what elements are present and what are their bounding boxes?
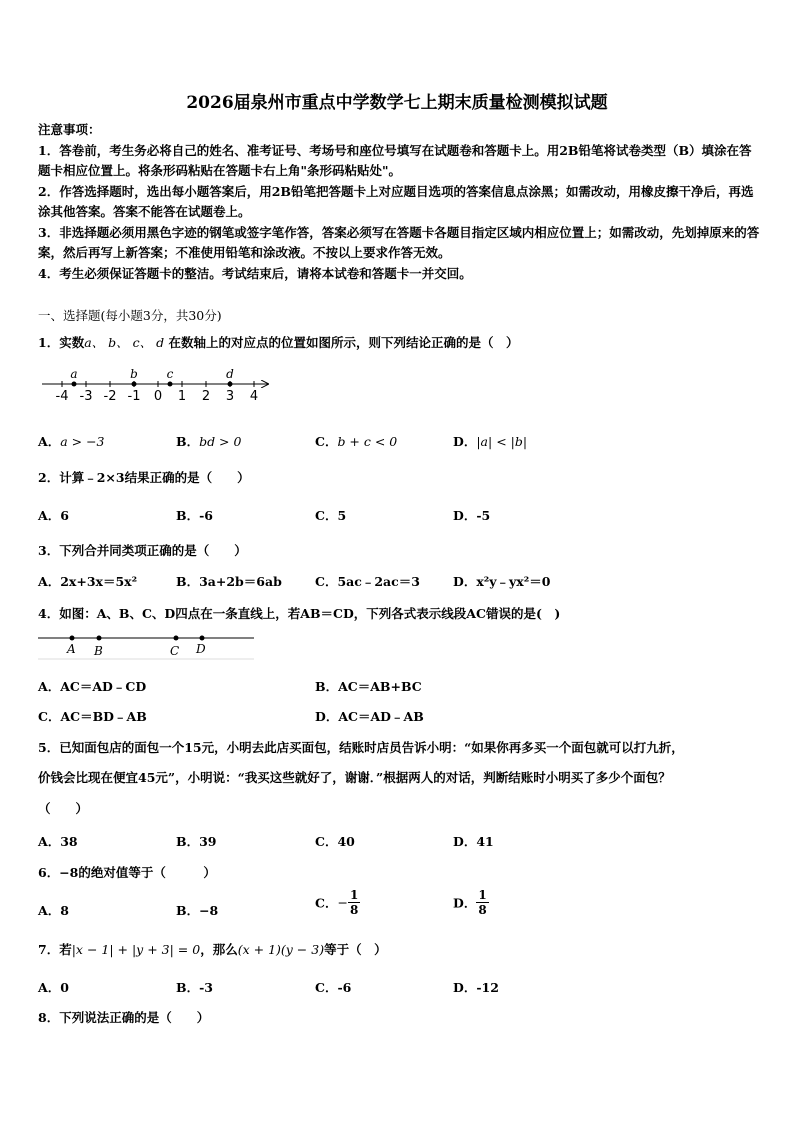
q5-option-b: B．39 bbox=[176, 834, 217, 849]
page-title: 2026届泉州市重点中学数学七上期末质量检测模拟试题 bbox=[186, 93, 608, 113]
q2-option-c: C．5 bbox=[315, 508, 347, 523]
q1-option-d: D．|a| < |b| bbox=[453, 434, 528, 449]
question-4-stem: 4．如图：A、B、C、D四点在一条直线上，若AB＝CD，下列各式表示线段AC错误的是( ) bbox=[38, 606, 561, 621]
tick-label: -4 bbox=[55, 389, 69, 404]
q1-stem-post: 在数轴上的对应点的位置如图所示，则下列结论正确的是（ ） bbox=[168, 335, 519, 350]
point-d-label: D bbox=[196, 642, 206, 656]
tick-label: 2 bbox=[201, 389, 211, 404]
question-2-stem: 2．计算﹣2×3结果正确的是（ ） bbox=[38, 470, 250, 485]
point-d bbox=[228, 382, 233, 387]
q2-option-b: B．-6 bbox=[176, 508, 213, 523]
tick-label: -3 bbox=[79, 389, 93, 404]
point-d bbox=[200, 636, 205, 641]
question-5-line3: （ ） bbox=[38, 801, 89, 816]
point-c bbox=[174, 636, 179, 641]
q4-option-a: A．AC＝AD﹣CD bbox=[38, 679, 147, 694]
q5-option-d: D．41 bbox=[453, 834, 494, 849]
q1-stem-pre: 1．实数 bbox=[38, 335, 85, 350]
q6-option-c: C．− $\frac{1}{8}$ bbox=[315, 888, 359, 917]
tick-label: -1 bbox=[127, 389, 141, 404]
number-line-figure bbox=[38, 362, 278, 404]
point-label-d: d bbox=[226, 367, 234, 381]
point-b bbox=[132, 382, 137, 387]
tick-label: 4 bbox=[249, 389, 259, 404]
notice-block bbox=[38, 120, 760, 284]
notice-heading: 注意事项： bbox=[38, 122, 101, 137]
notice-item: 4．考生必须保证答题卡的整洁。考试结束后，请将本试卷和答题卡一并交回。 bbox=[38, 265, 472, 281]
q7-option-b: B．-3 bbox=[176, 980, 213, 995]
point-label-b: b bbox=[130, 367, 138, 381]
section-heading: 一、选择题(每小题3分，共30分) bbox=[38, 308, 222, 323]
tick-label: 3 bbox=[225, 389, 235, 404]
q7-option-a: A．0 bbox=[38, 980, 69, 995]
q1-option-c: C．b + c < 0 bbox=[315, 434, 398, 449]
question-1-stem bbox=[38, 333, 518, 351]
q1-option-a: A．a > −3 bbox=[38, 434, 105, 449]
q3-option-c: C．5ac﹣2ac＝3 bbox=[315, 574, 420, 589]
point-b bbox=[97, 636, 102, 641]
segment-figure bbox=[38, 630, 256, 660]
tick-label: 1 bbox=[177, 389, 187, 404]
notice-item: 3．非选择题必须用黑色字迹的钢笔或签字笔作答，答案必须写在答题卡各题目指定区域内相应位置上；如需改动，先划掉原来的答案，然后再写上新答案；不准使用铅笔和涂改液。不按以上要求作答无效。 bbox=[38, 224, 760, 260]
q7-option-c: C．-6 bbox=[315, 980, 352, 995]
q4-option-d: D．AC＝AD﹣AB bbox=[315, 709, 424, 724]
q3-option-b: B．3a+2b＝6ab bbox=[176, 574, 282, 589]
point-a bbox=[72, 382, 77, 387]
q6-option-d: D． $\frac{1}{8}$ bbox=[453, 888, 487, 917]
question-5-line1: 5．已知面包店的面包一个15元，小明去此店买面包，结账时店员告诉小明：“如果你再多买一个面包就可以打九折， bbox=[38, 740, 684, 755]
q1-vars: a、 b、 c、 d bbox=[84, 335, 165, 350]
q3-option-a: A．2x+3x＝5x² bbox=[38, 574, 138, 589]
point-a bbox=[70, 636, 75, 641]
q1-option-b: B．bd > 0 bbox=[176, 434, 242, 449]
q6-option-a: A．8 bbox=[38, 903, 69, 918]
question-6-stem: 6．−8的绝对值等于（ ） bbox=[38, 865, 216, 880]
q6-option-b: B．−8 bbox=[176, 903, 219, 918]
point-c-label: C bbox=[170, 644, 180, 658]
q5-option-c: C．40 bbox=[315, 834, 355, 849]
question-8-stem: 8．下列说法正确的是（ ） bbox=[38, 1010, 210, 1025]
point-label-c: c bbox=[166, 367, 174, 381]
q4-option-c: C．AC＝BD﹣AB bbox=[38, 709, 147, 724]
q5-option-a: A．38 bbox=[38, 834, 78, 849]
q2-option-d: D．-5 bbox=[453, 508, 491, 523]
question-5-line2: 价钱会比现在便宜45元”，小明说：“我买这些就好了，谢谢．”根据两人的对话，判断结账时小明买了多少个面包？ bbox=[38, 770, 671, 785]
question-3-stem: 3．下列合并同类项正确的是（ ） bbox=[38, 543, 247, 558]
question-7-stem: 7．若|x − 1| + |y + 3| = 0，那么(x + 1)(y − 3)等于（ ） bbox=[38, 942, 387, 957]
tick-label: -2 bbox=[103, 389, 117, 404]
q2-option-a: A．6 bbox=[38, 508, 69, 523]
notice-item: 2．作答选择题时，选出每小题答案后，用2B铅笔把答题卡上对应题目选项的答案信息点涂黑；如需改动，用橡皮擦干净后，再选涂其他答案。答案不能答在试题卷上。 bbox=[38, 183, 754, 219]
point-b-label: B bbox=[94, 644, 103, 658]
point-c bbox=[168, 382, 173, 387]
q3-option-d: D．x²y﹣yx²＝0 bbox=[453, 574, 551, 589]
point-a-label: A bbox=[67, 642, 76, 656]
notice-item: 1．答卷前，考生务必将自己的姓名、准考证号、考场号和座位号填写在试题卷和答题卡上。用2B铅笔将试卷类型（B）填涂在答题卡相应位置上。将条形码粘贴在答题卡右上角"条形码粘贴处"。 bbox=[38, 142, 752, 178]
fraction: $\frac{1}{8}$ bbox=[478, 888, 487, 917]
q4-option-b: B．AC＝AB+BC bbox=[315, 679, 422, 694]
q7-option-d: D．-12 bbox=[453, 980, 499, 995]
fraction: $\frac{1}{8}$ bbox=[349, 888, 359, 917]
tick-label: 0 bbox=[153, 389, 163, 404]
point-label-a: a bbox=[70, 367, 78, 381]
